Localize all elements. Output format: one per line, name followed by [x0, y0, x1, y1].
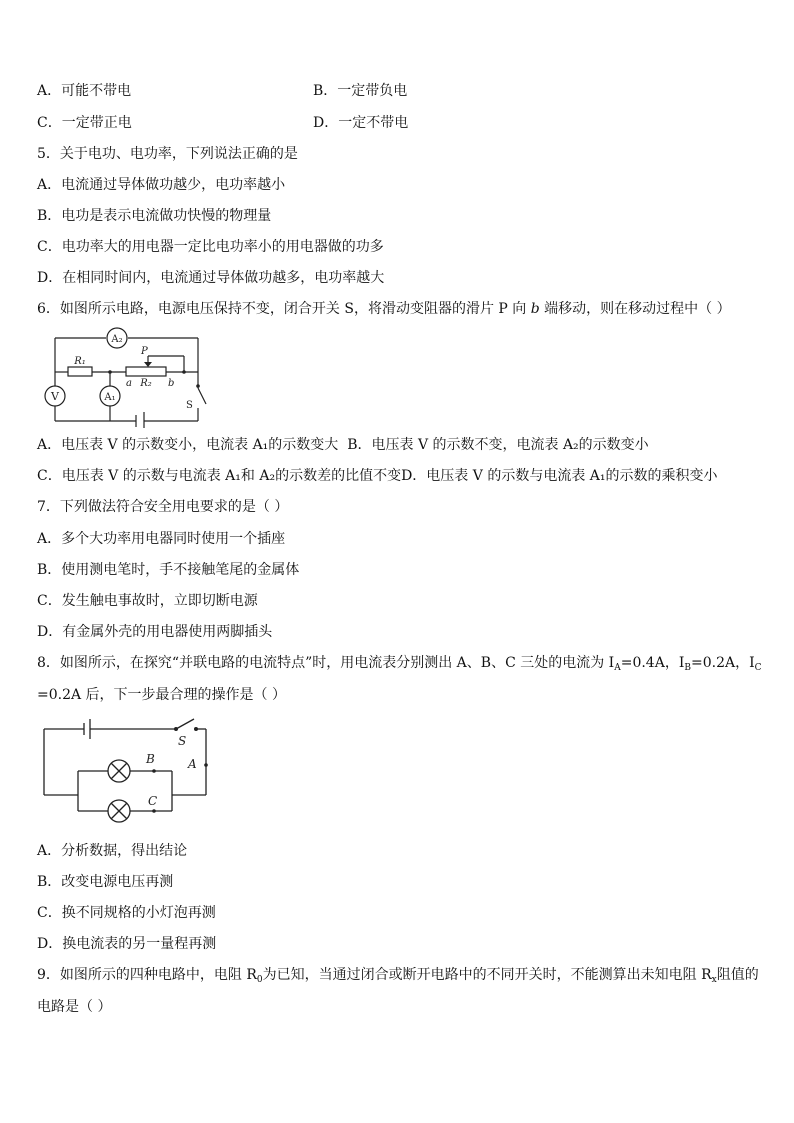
label-b: b [168, 378, 175, 389]
label-p: P [141, 346, 148, 357]
q4-option-a: A．可能不带电 [37, 83, 132, 99]
q6-stem: 6．如图所示电路，电源电压保持不变，闭合开关 S，将滑动变阻器的滑片 P 向 b 端移动，则在移动过程中（ ） [37, 301, 731, 317]
label-s: S [186, 400, 193, 411]
label-c: C [148, 794, 158, 808]
q6-circuit-diagram [40, 326, 220, 428]
q8-stem-line2: =0.2A 后，下一步最合理的操作是（ ） [37, 687, 287, 703]
bulb-icon [108, 760, 130, 782]
q8-option-c: C．换不同规格的小灯泡再测 [37, 905, 216, 921]
q7-option-a: A．多个大功率用电器同时使用一个插座 [37, 531, 286, 547]
q5-stem: 5．关于电功、电功率，下列说法正确的是 [37, 146, 298, 162]
q5-option-a: A．电流通过导体做功越少，电功率越小 [37, 177, 286, 193]
label-a1: A₁ [104, 392, 116, 403]
q4-option-c: C．一定带正电 [37, 115, 132, 131]
q8-option-a: A．分析数据，得出结论 [37, 843, 188, 859]
q6-option-c: C．电压表 V 的示数与电流表 A₁和 A₂的示数差的比值不变D．电压表 V 的示数与电流表 A₁的示数的乘积变小 [37, 468, 718, 484]
q7-option-c: C．发生触电事故时，立即切断电源 [37, 593, 258, 609]
q4-option-b: B．一定带负电 [313, 83, 408, 99]
q8-option-d: D．换电流表的另一量程再测 [37, 936, 217, 952]
q7-stem: 7．下列做法符合安全用电要求的是（ ） [37, 499, 289, 515]
junction-dots [108, 370, 200, 388]
q9-stem-line1: 9．如图所示的四种电路中，电阻 $R_0$为已知，当通过闭合或断开电路中的不同开关时，不能测算出未知电阻 $R_x$阻值的 [37, 967, 759, 985]
q5-option-d: D．在相同时间内，电流通过导体做功越多，电功率越大 [37, 270, 385, 286]
label-r2: R₂ [140, 378, 152, 389]
slider-arrow-icon [144, 362, 152, 367]
label-a: A [188, 757, 197, 771]
label-s: S [178, 734, 187, 748]
q7-option-b: B．使用测电笔时，手不接触笔尾的金属体 [37, 562, 300, 578]
q5-option-c: C．电功率大的用电器一定比电功率小的用电器做的功多 [37, 239, 384, 255]
label-a2: A₂ [111, 334, 123, 345]
q6-option-a: A．电压表 V 的示数变小，电流表 A₁的示数变大 B．电压表 V 的示数不变，电流表 A₂的示数变小 [37, 437, 649, 453]
q7-option-d: D．有金属外壳的用电器使用两脚插头 [37, 624, 273, 640]
q8-circuit-diagram [40, 715, 212, 827]
bulb-icon [108, 800, 130, 822]
label-v: V [51, 390, 59, 403]
label-r1: R₁ [74, 356, 86, 367]
q6-option-b: B．电压表 V 的示数不变，电流表 A₂的示数变小 [347, 437, 649, 453]
q6-option-d: D．电压表 V 的示数与电流表 A₁的示数的乘积变小 [401, 468, 718, 484]
q4-option-d: D．一定不带电 [313, 115, 409, 131]
q5-option-b: B．电功是表示电流做功快慢的物理量 [37, 208, 272, 224]
label-a: a [126, 378, 132, 389]
q8-stem-line1: 8．如图所示，在探究“并联电路的电流特点”时，用电流表分别测出 A、B、C 三处的电流为 $I_A=0.4A$，$I_B=0.2A$，$I_C$ [37, 655, 762, 673]
label-b: B [146, 752, 155, 766]
q8-option-b: B．改变电源电压再测 [37, 874, 174, 890]
q9-stem-line2: 电路是（ ） [37, 999, 112, 1015]
